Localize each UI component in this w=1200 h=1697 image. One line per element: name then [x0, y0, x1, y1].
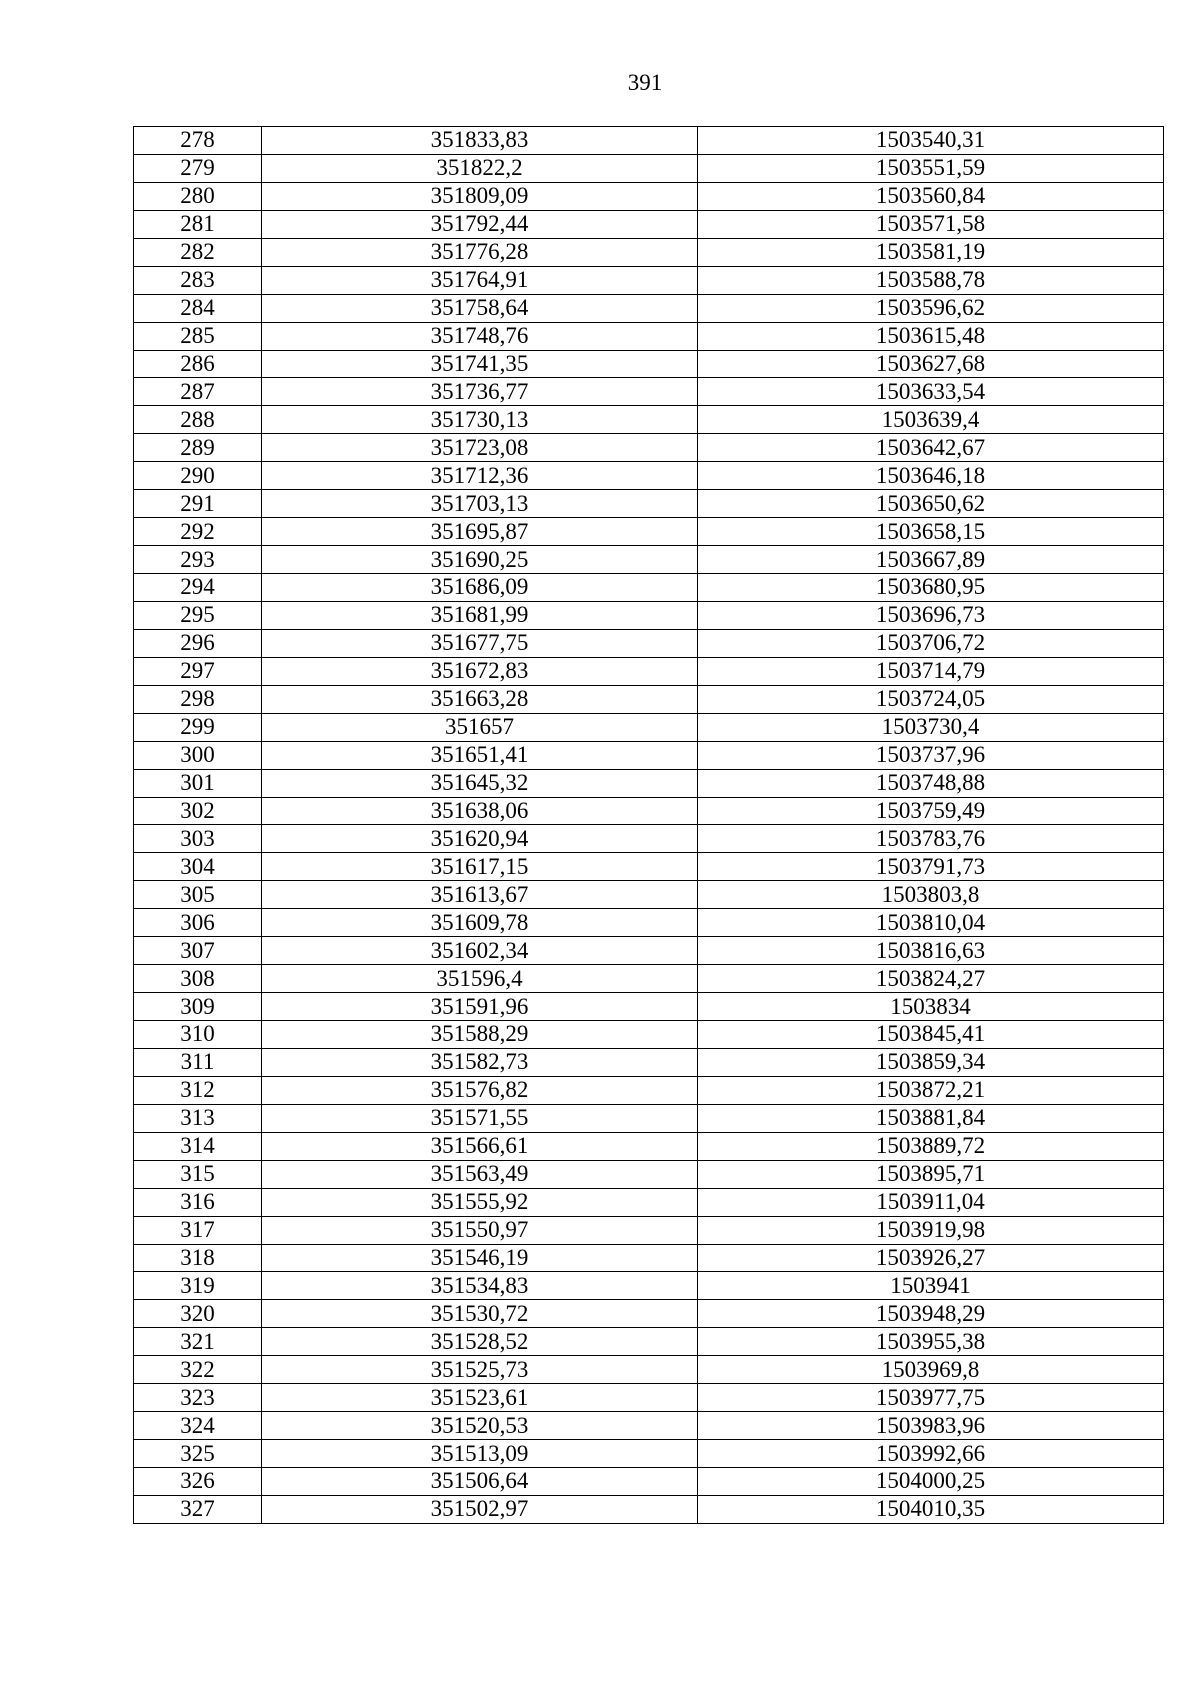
page-number: 391	[627, 70, 663, 95]
point-number-cell: 285	[134, 322, 262, 350]
y-coordinate-cell: 1503941	[698, 1272, 1164, 1300]
point-number-cell: 326	[134, 1468, 262, 1496]
y-coordinate-cell: 1503588,78	[698, 266, 1164, 294]
table-row	[134, 601, 1164, 629]
x-coordinate-cell: 351582,73	[262, 1048, 698, 1076]
point-number-cell: 319	[134, 1272, 262, 1300]
x-coordinate-cell: 351677,75	[262, 629, 698, 657]
table-row	[134, 1132, 1164, 1160]
x-coordinate-cell: 351730,13	[262, 406, 698, 434]
x-coordinate-cell: 351672,83	[262, 657, 698, 685]
point-number-cell: 282	[134, 238, 262, 266]
point-number-cell: 292	[134, 518, 262, 546]
x-coordinate-cell: 351520,53	[262, 1412, 698, 1440]
coordinates-table-body	[134, 127, 1164, 1524]
table-row	[134, 1412, 1164, 1440]
point-number-cell: 309	[134, 993, 262, 1021]
y-coordinate-cell: 1503724,05	[698, 685, 1164, 713]
table-row	[134, 769, 1164, 797]
x-coordinate-cell: 351792,44	[262, 210, 698, 238]
x-coordinate-cell: 351657	[262, 713, 698, 741]
table-row	[134, 713, 1164, 741]
point-number-cell: 305	[134, 881, 262, 909]
x-coordinate-cell: 351741,35	[262, 350, 698, 378]
table-row	[134, 490, 1164, 518]
x-coordinate-cell: 351563,49	[262, 1160, 698, 1188]
table-row	[134, 1356, 1164, 1384]
x-coordinate-cell: 351546,19	[262, 1244, 698, 1272]
table-row	[134, 797, 1164, 825]
point-number-cell: 313	[134, 1104, 262, 1132]
table-row	[134, 1300, 1164, 1328]
x-coordinate-cell: 351645,32	[262, 769, 698, 797]
point-number-cell: 316	[134, 1188, 262, 1216]
x-coordinate-cell: 351776,28	[262, 238, 698, 266]
table-row	[134, 1021, 1164, 1049]
table-row	[134, 1495, 1164, 1523]
table-row	[134, 1468, 1164, 1496]
point-number-cell: 289	[134, 434, 262, 462]
table-row	[134, 1244, 1164, 1272]
x-coordinate-cell: 351525,73	[262, 1356, 698, 1384]
point-number-cell: 286	[134, 350, 262, 378]
x-coordinate-cell: 351528,52	[262, 1328, 698, 1356]
point-number-cell: 307	[134, 937, 262, 965]
y-coordinate-cell: 1503926,27	[698, 1244, 1164, 1272]
point-number-cell: 283	[134, 266, 262, 294]
table-row	[134, 182, 1164, 210]
y-coordinate-cell: 1503992,66	[698, 1440, 1164, 1468]
point-number-cell: 315	[134, 1160, 262, 1188]
x-coordinate-cell: 351758,64	[262, 294, 698, 322]
y-coordinate-cell: 1503650,62	[698, 490, 1164, 518]
point-number-cell: 310	[134, 1021, 262, 1049]
point-number-cell: 287	[134, 378, 262, 406]
table-row	[134, 127, 1164, 155]
point-number-cell: 295	[134, 601, 262, 629]
x-coordinate-cell: 351523,61	[262, 1384, 698, 1412]
point-number-cell: 281	[134, 210, 262, 238]
table-row	[134, 1076, 1164, 1104]
table-row	[134, 657, 1164, 685]
table-row	[134, 210, 1164, 238]
table-row	[134, 462, 1164, 490]
table-row	[134, 993, 1164, 1021]
x-coordinate-cell: 351764,91	[262, 266, 698, 294]
table-row	[134, 629, 1164, 657]
table-row	[134, 546, 1164, 574]
x-coordinate-cell: 351502,97	[262, 1495, 698, 1523]
x-coordinate-cell: 351809,09	[262, 182, 698, 210]
y-coordinate-cell: 1503911,04	[698, 1188, 1164, 1216]
point-number-cell: 306	[134, 909, 262, 937]
table-row	[134, 1272, 1164, 1300]
table-row	[134, 741, 1164, 769]
point-number-cell: 294	[134, 574, 262, 602]
x-coordinate-cell: 351617,15	[262, 853, 698, 881]
table-row	[134, 825, 1164, 853]
y-coordinate-cell: 1503658,15	[698, 518, 1164, 546]
table-row	[134, 909, 1164, 937]
x-coordinate-cell: 351513,09	[262, 1440, 698, 1468]
y-coordinate-cell: 1503759,49	[698, 797, 1164, 825]
y-coordinate-cell: 1503627,68	[698, 350, 1164, 378]
y-coordinate-cell: 1503680,95	[698, 574, 1164, 602]
x-coordinate-cell: 351602,34	[262, 937, 698, 965]
y-coordinate-cell: 1503706,72	[698, 629, 1164, 657]
table-row	[134, 406, 1164, 434]
point-number-cell: 299	[134, 713, 262, 741]
x-coordinate-cell: 351571,55	[262, 1104, 698, 1132]
point-number-cell: 311	[134, 1048, 262, 1076]
table-row	[134, 294, 1164, 322]
y-coordinate-cell: 1503551,59	[698, 154, 1164, 182]
table-row	[134, 378, 1164, 406]
y-coordinate-cell: 1503810,04	[698, 909, 1164, 937]
y-coordinate-cell: 1503977,75	[698, 1384, 1164, 1412]
table-row	[134, 154, 1164, 182]
x-coordinate-cell: 351638,06	[262, 797, 698, 825]
table-row	[134, 881, 1164, 909]
table-row	[134, 1440, 1164, 1468]
y-coordinate-cell: 1504010,35	[698, 1495, 1164, 1523]
x-coordinate-cell: 351690,25	[262, 546, 698, 574]
point-number-cell: 279	[134, 154, 262, 182]
point-number-cell: 323	[134, 1384, 262, 1412]
x-coordinate-cell: 351736,77	[262, 378, 698, 406]
x-coordinate-cell: 351534,83	[262, 1272, 698, 1300]
x-coordinate-cell: 351833,83	[262, 127, 698, 155]
x-coordinate-cell: 351588,29	[262, 1021, 698, 1049]
y-coordinate-cell: 1503783,76	[698, 825, 1164, 853]
x-coordinate-cell: 351576,82	[262, 1076, 698, 1104]
point-number-cell: 278	[134, 127, 262, 155]
point-number-cell: 327	[134, 1495, 262, 1523]
point-number-cell: 321	[134, 1328, 262, 1356]
x-coordinate-cell: 351530,72	[262, 1300, 698, 1328]
point-number-cell: 291	[134, 490, 262, 518]
table-row	[134, 574, 1164, 602]
y-coordinate-cell: 1503667,89	[698, 546, 1164, 574]
x-coordinate-cell: 351613,67	[262, 881, 698, 909]
point-number-cell: 320	[134, 1300, 262, 1328]
point-number-cell: 280	[134, 182, 262, 210]
table-row	[134, 1048, 1164, 1076]
x-coordinate-cell: 351723,08	[262, 434, 698, 462]
y-coordinate-cell: 1503919,98	[698, 1216, 1164, 1244]
y-coordinate-cell: 1503714,79	[698, 657, 1164, 685]
x-coordinate-cell: 351695,87	[262, 518, 698, 546]
y-coordinate-cell: 1503615,48	[698, 322, 1164, 350]
y-coordinate-cell: 1503859,34	[698, 1048, 1164, 1076]
table-row	[134, 322, 1164, 350]
x-coordinate-cell: 351550,97	[262, 1216, 698, 1244]
point-number-cell: 312	[134, 1076, 262, 1104]
x-coordinate-cell: 351566,61	[262, 1132, 698, 1160]
y-coordinate-cell: 1503596,62	[698, 294, 1164, 322]
point-number-cell: 303	[134, 825, 262, 853]
table-row	[134, 1328, 1164, 1356]
x-coordinate-cell: 351555,92	[262, 1188, 698, 1216]
table-row	[134, 1160, 1164, 1188]
point-number-cell: 301	[134, 769, 262, 797]
y-coordinate-cell: 1503895,71	[698, 1160, 1164, 1188]
x-coordinate-cell: 351596,4	[262, 965, 698, 993]
y-coordinate-cell: 1503633,54	[698, 378, 1164, 406]
point-number-cell: 300	[134, 741, 262, 769]
point-number-cell: 314	[134, 1132, 262, 1160]
point-number-cell: 308	[134, 965, 262, 993]
y-coordinate-cell: 1503816,63	[698, 937, 1164, 965]
y-coordinate-cell: 1503639,4	[698, 406, 1164, 434]
x-coordinate-cell: 351712,36	[262, 462, 698, 490]
table-row	[134, 1384, 1164, 1412]
x-coordinate-cell: 351681,99	[262, 601, 698, 629]
table-row	[134, 434, 1164, 462]
point-number-cell: 304	[134, 853, 262, 881]
y-coordinate-cell: 1504000,25	[698, 1468, 1164, 1496]
table-row	[134, 1188, 1164, 1216]
table-row	[134, 350, 1164, 378]
y-coordinate-cell: 1503881,84	[698, 1104, 1164, 1132]
table-row	[134, 853, 1164, 881]
y-coordinate-cell: 1503969,8	[698, 1356, 1164, 1384]
table-row	[134, 1104, 1164, 1132]
y-coordinate-cell: 1503983,96	[698, 1412, 1164, 1440]
point-number-cell: 288	[134, 406, 262, 434]
table-row	[134, 937, 1164, 965]
point-number-cell: 324	[134, 1412, 262, 1440]
y-coordinate-cell: 1503696,73	[698, 601, 1164, 629]
point-number-cell: 318	[134, 1244, 262, 1272]
x-coordinate-cell: 351620,94	[262, 825, 698, 853]
y-coordinate-cell: 1503737,96	[698, 741, 1164, 769]
point-number-cell: 284	[134, 294, 262, 322]
x-coordinate-cell: 351822,2	[262, 154, 698, 182]
y-coordinate-cell: 1503834	[698, 993, 1164, 1021]
y-coordinate-cell: 1503571,58	[698, 210, 1164, 238]
point-number-cell: 296	[134, 629, 262, 657]
coordinates-table	[133, 126, 1164, 1524]
x-coordinate-cell: 351651,41	[262, 741, 698, 769]
point-number-cell: 325	[134, 1440, 262, 1468]
table-row	[134, 685, 1164, 713]
y-coordinate-cell: 1503646,18	[698, 462, 1164, 490]
point-number-cell: 293	[134, 546, 262, 574]
y-coordinate-cell: 1503889,72	[698, 1132, 1164, 1160]
y-coordinate-cell: 1503560,84	[698, 182, 1164, 210]
y-coordinate-cell: 1503748,88	[698, 769, 1164, 797]
table-row	[134, 518, 1164, 546]
y-coordinate-cell: 1503581,19	[698, 238, 1164, 266]
point-number-cell: 322	[134, 1356, 262, 1384]
table-row	[134, 1216, 1164, 1244]
x-coordinate-cell: 351663,28	[262, 685, 698, 713]
point-number-cell: 297	[134, 657, 262, 685]
y-coordinate-cell: 1503642,67	[698, 434, 1164, 462]
y-coordinate-cell: 1503845,41	[698, 1021, 1164, 1049]
x-coordinate-cell: 351703,13	[262, 490, 698, 518]
point-number-cell: 317	[134, 1216, 262, 1244]
x-coordinate-cell: 351591,96	[262, 993, 698, 1021]
y-coordinate-cell: 1503791,73	[698, 853, 1164, 881]
y-coordinate-cell: 1503948,29	[698, 1300, 1164, 1328]
x-coordinate-cell: 351609,78	[262, 909, 698, 937]
point-number-cell: 302	[134, 797, 262, 825]
table-row	[134, 238, 1164, 266]
table-row	[134, 965, 1164, 993]
y-coordinate-cell: 1503803,8	[698, 881, 1164, 909]
x-coordinate-cell: 351686,09	[262, 574, 698, 602]
x-coordinate-cell: 351748,76	[262, 322, 698, 350]
table-row	[134, 266, 1164, 294]
y-coordinate-cell: 1503824,27	[698, 965, 1164, 993]
y-coordinate-cell: 1503540,31	[698, 127, 1164, 155]
y-coordinate-cell: 1503872,21	[698, 1076, 1164, 1104]
point-number-cell: 290	[134, 462, 262, 490]
y-coordinate-cell: 1503955,38	[698, 1328, 1164, 1356]
point-number-cell: 298	[134, 685, 262, 713]
y-coordinate-cell: 1503730,4	[698, 713, 1164, 741]
x-coordinate-cell: 351506,64	[262, 1468, 698, 1496]
